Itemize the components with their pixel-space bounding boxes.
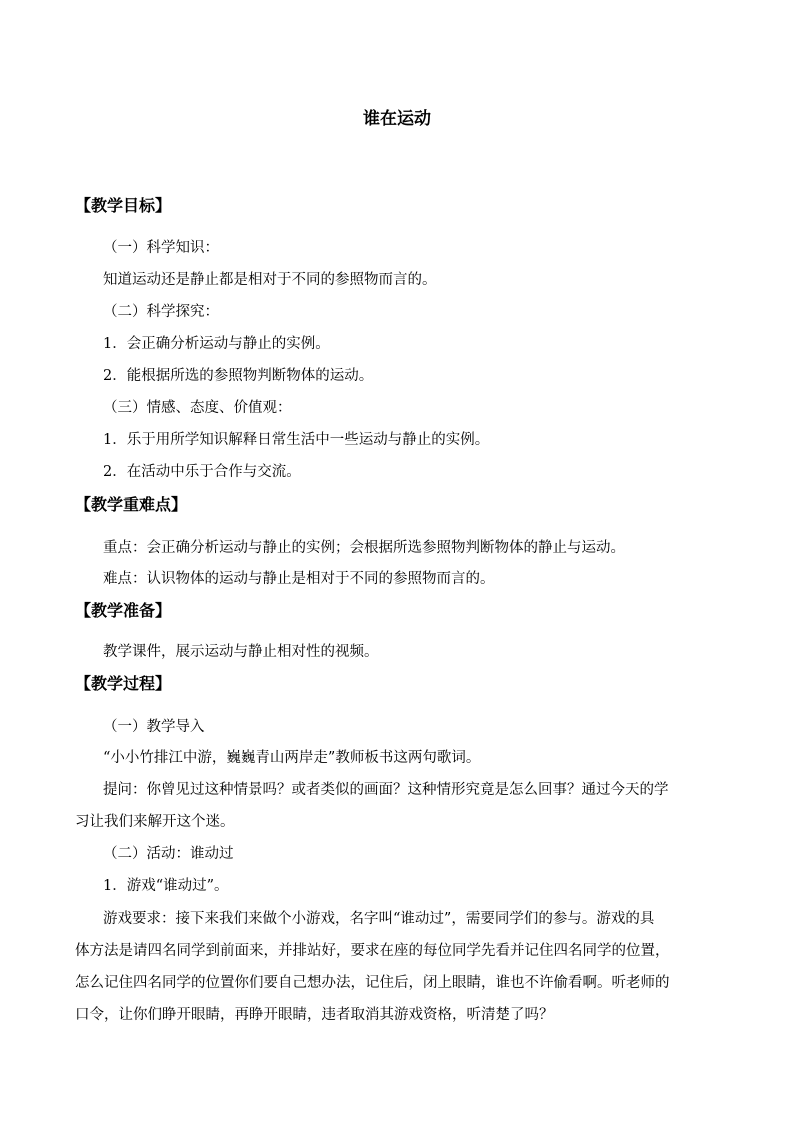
paragraph: 1．游戏“谁动过”。 [103, 878, 229, 894]
paragraph: 教学课件，展示运动与静止相对性的视频。 [103, 644, 379, 660]
section-heading-objectives: 【教学目标】 [75, 196, 172, 215]
paragraph: 体方法是请四名同学到前面来，并排站好，要求在座的每位同学先看并记住四名同学的位置， [75, 943, 670, 959]
paragraph: 难点：认识物体的运动与静止是相对于不同的参照物而言的。 [103, 571, 495, 587]
paragraph: 提问：你曾见过这种情景吗？或者类似的画面？这种情形究竟是怎么回事？通过今天的学 [103, 782, 669, 798]
section-heading-key-points: 【教学重难点】 [75, 495, 188, 514]
section-heading-preparation: 【教学准备】 [75, 601, 172, 620]
paragraph: 知道运动还是静止都是相对于不同的参照物而言的。 [103, 272, 437, 288]
paragraph: 2．能根据所选的参照物判断物体的运动。 [103, 368, 374, 384]
paragraph: （二）科学探究： [103, 304, 219, 320]
paragraph: （二）活动：谁动过 [103, 846, 234, 862]
paragraph: 游戏要求：接下来我们来做个小游戏，名字叫“谁动过”，需要同学们的参与。游戏的具 [103, 911, 655, 927]
paragraph: 1．会正确分析运动与静止的实例。 [103, 336, 330, 352]
paragraph: 习让我们来解开这个迷。 [75, 814, 235, 830]
paragraph: （三）情感、态度、价值观： [103, 400, 292, 416]
paragraph: （一）教学导入 [103, 719, 205, 735]
paragraph: 2．在活动中乐于合作与交流。 [103, 464, 301, 480]
paragraph: 重点：会正确分析运动与静止的实例；会根据所选参照物判断物体的静止与运动。 [103, 540, 625, 556]
paragraph: 1．乐于用所学知识解释日常生活中一些运动与静止的实例。 [103, 432, 490, 448]
paragraph: （一）科学知识： [103, 240, 219, 256]
page-title: 谁在运动 [363, 109, 431, 129]
paragraph: “小小竹排江中游，巍巍青山两岸走”教师板书这两句歌词。 [103, 750, 481, 766]
paragraph: 口令，让你们睁开眼睛，再睁开眼睛，违者取消其游戏资格，听清楚了吗？ [75, 1007, 554, 1023]
paragraph: 怎么记住四名同学的位置你们要自己想办法，记住后，闭上眼睛，谁也不许偷看啊。听老师的 [75, 975, 670, 991]
section-heading-process: 【教学过程】 [75, 674, 172, 693]
